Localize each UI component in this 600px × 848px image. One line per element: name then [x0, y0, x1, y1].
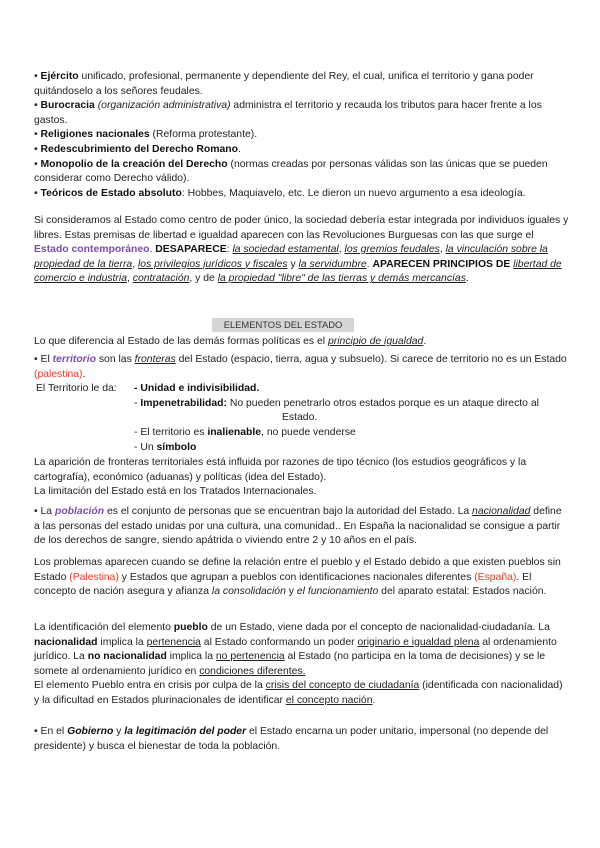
bullet-list	[34, 70, 570, 201]
text-run: ,	[338, 244, 345, 256]
bullet-term: Monopolio de la creación del Derecho	[40, 158, 228, 170]
text-run: y	[287, 258, 299, 270]
text-run: Lo que diferencia al Estado de las demás formas políticas es el	[34, 336, 328, 347]
item-term: - Unidad e indivisibilidad.	[134, 383, 260, 394]
territorio-label: El Territorio le da:	[36, 383, 117, 394]
text-run: • La	[34, 506, 55, 517]
bullet-text: .	[238, 143, 241, 155]
paragraph-poblacion	[34, 505, 570, 549]
fronteras-term: fronteras	[134, 354, 176, 365]
text-run: La aparición de fronteras territoriales está influida por razones de tipo técnico (los estudios geográficos y la cartografía), económico (aduanas) y políticas (idea del Estado).	[34, 457, 527, 483]
text-run: implica la	[166, 651, 216, 663]
desaparece-item: la vinculación sobre la propiedad de la tierra	[34, 244, 548, 270]
originario-term: originario e igualdad plena	[357, 636, 480, 648]
text-run: al Estado conformando un poder	[200, 636, 358, 648]
text-run: - El territorio es	[134, 427, 208, 438]
text-run: • El	[34, 354, 53, 365]
territorio-item	[134, 426, 574, 441]
text-run: es el conjunto de personas que se encuentran bajo la autoridad del Estado. La	[104, 506, 473, 517]
bullet-text: unificado, profesional, permanente y dependiente del Rey, el cual, unifica el territorio y gana poder quitándoselo a los señores feudales.	[34, 71, 534, 97]
text-run: (identificada con nacionalidad) y la dificultad en Estados plurinacionales de identificar	[34, 680, 563, 706]
territorio-item	[134, 397, 574, 412]
territorio-item-continuation: Estado.	[282, 412, 318, 423]
bullet-term: Ejército	[40, 71, 79, 82]
item-term: inalienable	[207, 427, 262, 438]
bullet-term: Religiones nacionales	[40, 129, 150, 141]
text-run: - Un	[134, 442, 157, 453]
bullet-term: Redescubrimiento del Derecho Romano	[40, 143, 238, 155]
gobierno-term: Gobierno	[67, 726, 114, 737]
paragraph-fronteras	[34, 456, 570, 500]
text-run: y	[285, 586, 297, 598]
text-run: • En el	[34, 726, 68, 737]
text-run: del aparato estatal: Estados nación.	[378, 586, 547, 598]
paragraph-estado-contemporaneo	[34, 214, 570, 287]
bullet-paren: (organización administrativa)	[94, 100, 231, 112]
desaparece-item: la sociedad estamental	[232, 244, 339, 256]
estado-contemporaneo-term: Estado contemporáneo	[34, 244, 150, 256]
text-run: . El concepto de nación asegura y afianza	[34, 571, 532, 598]
text-run: .	[149, 244, 156, 256]
bullet-religiones: • Religiones nacionales (Reforma protestante).	[34, 129, 258, 141]
territorio-term: territorio	[52, 354, 96, 365]
paragraph-territorio	[34, 353, 570, 382]
text-run: ,	[132, 258, 138, 270]
text-run: , no puede venderse	[261, 427, 356, 438]
bullet-term: Teóricos de Estado absoluto	[40, 187, 182, 199]
text-run: :	[226, 244, 233, 256]
no-pertenencia-term: no pertenencia	[215, 651, 285, 663]
nacionalidad-bold: nacionalidad	[34, 636, 98, 648]
bullet-burocracia: • Burocracia (organización administrativa) administra el territorio y recauda los tributos para hacer frente a los gastos.	[34, 100, 542, 126]
poblacion-term: población	[54, 506, 105, 517]
text-run: implica la	[97, 636, 147, 648]
aparecen-item: contratación	[132, 273, 190, 285]
text-run: Si consideramos al Estado como centro de poder único, la sociedad debería estar integrada por individuos iguales y libres. Estas premisas de libertad e igualdad aparecen con las Revoluciones Burguesas con las que surge el	[34, 215, 569, 241]
pueblo-term: pueblo	[173, 622, 208, 633]
principio-igualdad: principio de igualdad	[328, 336, 424, 347]
nacionalidad-term: nacionalidad	[472, 506, 531, 517]
text-run: de un Estado, viene dada por el concepto de nacionalidad-ciudadanía. La	[207, 622, 550, 633]
consolidacion-term: la consolidación	[211, 586, 286, 598]
bullet-derecho-romano: • Redescubrimiento del Derecho Romano.	[34, 143, 241, 155]
bullet-monopolio: • Monopolio de la creación del Derecho (normas creadas por personas válidas son las únicas que se pueden considerar como Derecho válido).	[34, 158, 548, 185]
text-run: .	[465, 273, 469, 285]
bullet-text: (Reforma protestante).	[149, 129, 258, 141]
paragraph-problemas	[34, 556, 570, 600]
territorio-item	[134, 382, 574, 397]
crisis-term: crisis del concepto de ciudadanía	[265, 680, 420, 692]
desaparece-item: los privilegios jurídicos y fiscales	[137, 258, 288, 270]
text-run: define a las personas del estado unidas por una cultura, una comunidad.. En España la nacionalidad se consigue a partir de los derechos de sangre, siendo apátrida o viviendo entre 2 y 10 años en el país.	[34, 506, 562, 547]
desaparece-item: los gremios feudales	[344, 244, 440, 256]
desaparece-item: la servidumbre	[298, 258, 367, 270]
example-palestina: (Palestina)	[69, 571, 119, 583]
aparecen-item: libertad de comercio e industria	[34, 258, 562, 285]
text-run: La limitación del Estado está en los Tratados Internacionales.	[34, 486, 317, 498]
text-run: No pueden penetrarlo otros estados porque es un ataque directo al	[226, 398, 539, 409]
text-run: .	[372, 694, 376, 706]
text-run: ,	[439, 244, 446, 256]
bullet-teoricos: • Teóricos de Estado absoluto: Hobbes, Maquiavelo, etc. Le dieron un nuevo argumento a esa ideología.	[34, 187, 526, 199]
territorio-example: (palestina)	[34, 368, 83, 380]
aparecen-label: APARECEN PRINCIPIOS DE	[372, 258, 511, 270]
text-run: .	[423, 336, 427, 347]
text-run: La identificación del elemento	[34, 622, 174, 633]
concepto-nacion-term: el concepto nación	[285, 694, 373, 706]
no-nacionalidad-term: no nacionalidad	[87, 651, 167, 663]
text-run: , y de	[189, 273, 218, 285]
item-term: símbolo	[156, 442, 197, 453]
bullet-text: (normas creadas por personas válidas son las únicas que se pueden considerar como Derecho válido).	[34, 158, 548, 185]
desaparece-label: DESAPARECE	[155, 244, 227, 256]
aparecen-item: la propiedad "libre" de las tierras y demás mercancías	[217, 273, 466, 285]
bullet-text: : Hobbes, Maquiavelo, etc. Le dieron un nuevo argumento a esa ideología.	[181, 187, 526, 199]
example-espana: (España)	[474, 571, 517, 583]
funcionamiento-term: el funcionamiento	[296, 586, 379, 598]
bullet-text: administra el territorio y recauda los tributos para hacer frente a los gastos.	[34, 100, 542, 126]
paragraph-pueblo	[34, 621, 570, 709]
territorio-item	[134, 441, 574, 456]
pertenencia-term: pertenencia	[146, 636, 201, 648]
text-run: son las	[95, 354, 135, 365]
text-run: al ordenamiento jurídico. La	[34, 636, 557, 663]
text-run: .	[82, 368, 86, 380]
text-run: y Estados que agrupan a pueblos con identificaciones nacionales diferentes	[118, 571, 475, 583]
item-term: Impenetrabilidad:	[140, 398, 227, 409]
text-run: -	[134, 398, 141, 409]
text-run: al Estado (no participa en la toma de decisiones) y se le somete al ordenamiento jurídico en	[34, 651, 546, 677]
text-run: el Estado encarna un poder unitario, impersonal (no depende del presidente) y busca el bienestar de toda la población.	[34, 726, 549, 752]
text-run: ,	[126, 273, 133, 285]
text-run: del Estado (espacio, tierra, agua y subsuelo). Si carece de territorio no es un Estado	[175, 354, 567, 365]
paragraph-diferencia	[34, 335, 570, 350]
paragraph-gobierno	[34, 725, 570, 754]
text-run: .	[366, 258, 373, 270]
condiciones-term: condiciones diferentes.	[199, 665, 306, 677]
legitimacion-term: la legitimación del poder	[124, 726, 247, 737]
bullet-term: Burocracia	[40, 100, 95, 112]
section-heading: ELEMENTOS DEL ESTADO	[212, 318, 354, 332]
text-run: Los problemas aparecen cuando se define la relación entre el pueblo y el Estado debido a que existen pueblos sin Estado	[34, 557, 561, 583]
text-run: El elemento Pueblo entra en crisis por culpa de la	[34, 680, 266, 692]
bullet-ejercito: • Ejército unificado, profesional, permanente y dependiente del Rey, el cual, unifica el territorio y gana poder quitándoselo a los señores feudales.	[34, 71, 534, 97]
text-run: y	[113, 726, 125, 737]
